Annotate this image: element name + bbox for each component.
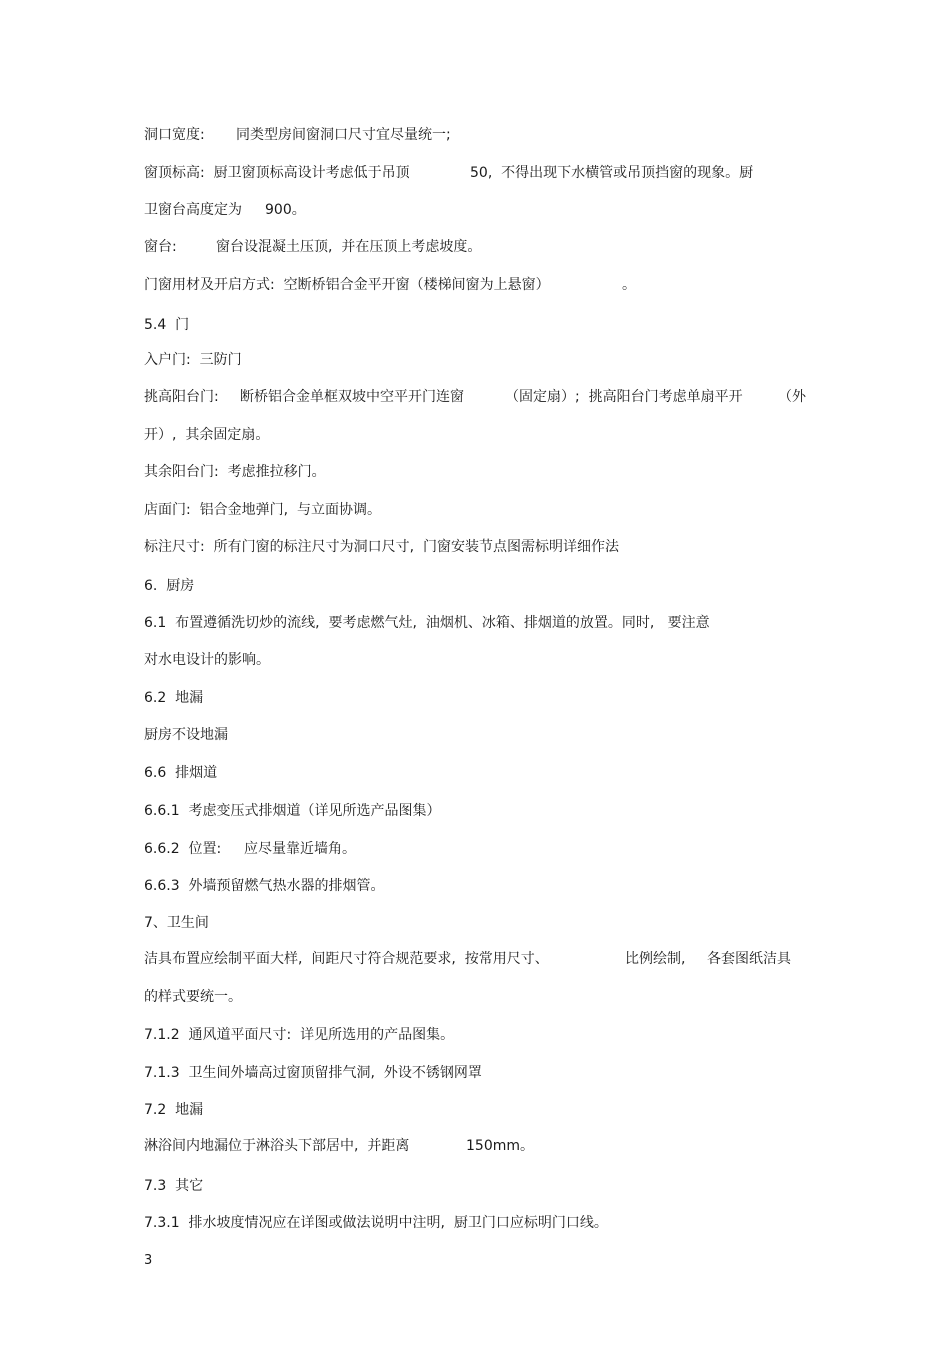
section-heading: 7.2 地漏 [144, 1102, 204, 1118]
text-line: 对水电设计的影响。 [144, 652, 270, 668]
text-line: 挑高阳台门: [144, 389, 219, 405]
text-line: 窗顶标高: 厨卫窗顶标高设计考虑低于吊顶 [144, 165, 410, 181]
text-line: 窗台设混凝土压顶, 并在压顶上考虑坡度。 [216, 239, 482, 255]
text-line: 6.1 布置遵循洗切炒的流线, 要考虑燃气灶, 油烟机、冰箱、排烟道的放置。同时, 要注意 [144, 615, 710, 631]
text-line: 窗台: [144, 239, 177, 255]
text-line: 断桥铝合金单框双坡中空平开门连窗 [240, 389, 464, 405]
text-line: 比例绘制, [625, 951, 686, 967]
text-line: 同类型房间窗洞口尺寸宜尽量统一; [236, 127, 451, 143]
text-line: 6.6.3 外墙预留燃气热水器的排烟管。 [144, 878, 385, 894]
text-line: 6.6.1 考虑变压式排烟道（详见所选产品图集） [144, 803, 441, 819]
text-line: 7.1.2 通风道平面尺寸: 详见所选用的产品图集。 [144, 1027, 455, 1043]
section-heading: 6.2 地漏 [144, 690, 204, 706]
text-line: 入户门: 三防门 [144, 352, 242, 368]
text-line: 开）, 其余固定扇。 [144, 427, 270, 443]
text-line: 厨房不设地漏 [144, 727, 228, 743]
text-line: 各套图纸洁具 [707, 951, 791, 967]
section-heading: 7.3 其它 [144, 1178, 204, 1194]
text-line: 标注尺寸: 所有门窗的标注尺寸为洞口尺寸, 门窗安装节点图需标明详细作法 [144, 539, 619, 555]
section-heading: 6.6 排烟道 [144, 765, 218, 781]
text-line: 。 [622, 277, 636, 293]
section-heading: 5.4 门 [144, 317, 190, 333]
section-heading: 6. 厨房 [144, 578, 195, 594]
text-line: 卫窗台高度定为 [144, 202, 242, 218]
text-line: 淋浴间内地漏位于淋浴头下部居中, 并距离 [144, 1138, 410, 1154]
page-number: 3 [144, 1253, 153, 1268]
text-line: 洁具布置应绘制平面大样, 间距尺寸符合规范要求, 按常用尺寸、 [144, 951, 549, 967]
section-heading: 7、卫生间 [144, 915, 209, 931]
text-line: 150mm。 [466, 1138, 534, 1154]
text-line: 50, 不得出现下水横管或吊顶挡窗的现象。厨 [470, 165, 754, 181]
text-line: （外 [778, 389, 806, 405]
text-line: 其余阳台门: 考虑推拉移门。 [144, 464, 326, 480]
text-line: 应尽量靠近墙角。 [244, 841, 356, 857]
text-line: 的样式要统一。 [144, 989, 242, 1005]
text-line: 7.3.1 排水坡度情况应在详图或做法说明中注明, 厨卫门口应标明门口线。 [144, 1215, 608, 1231]
text-line: 900。 [265, 202, 306, 218]
text-line: 店面门: 铝合金地弹门, 与立面协调。 [144, 502, 381, 518]
text-line: （固定扇）; 挑高阳台门考虑单扇平开 [505, 389, 743, 405]
text-line: 门窗用材及开启方式: 空断桥铝合金平开窗（楼梯间窗为上悬窗） [144, 277, 550, 293]
text-line: 6.6.2 位置: [144, 841, 222, 857]
text-line: 洞口宽度: [144, 127, 205, 143]
text-line: 7.1.3 卫生间外墙高过窗顶留排气洞, 外设不锈钢网罩 [144, 1065, 482, 1081]
